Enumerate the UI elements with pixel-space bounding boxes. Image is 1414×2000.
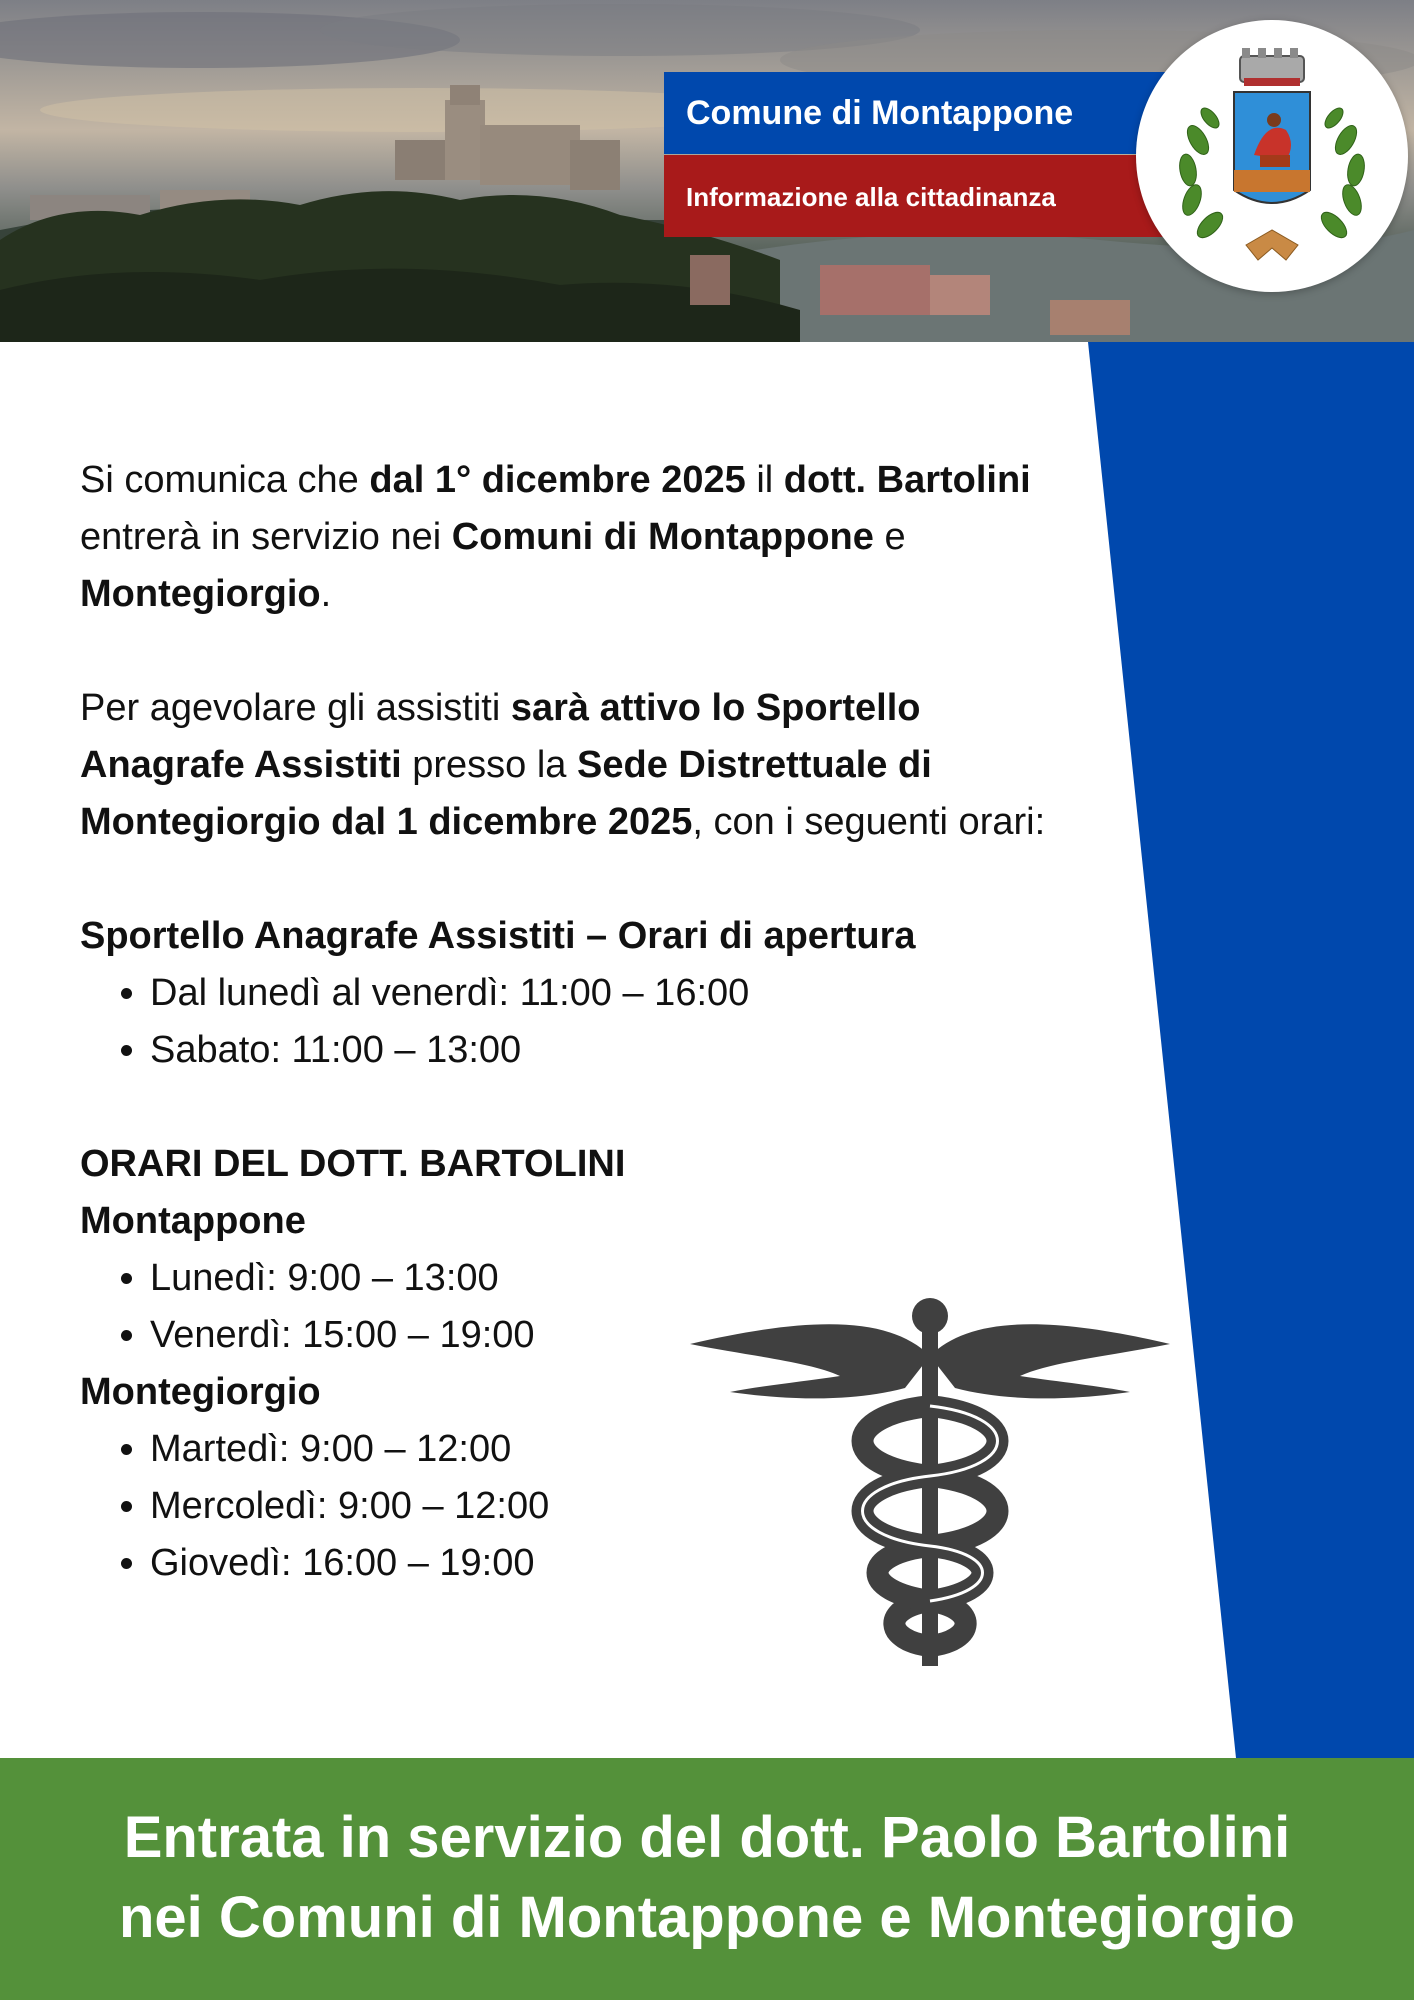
sportello-hours-list — [80, 965, 1080, 1079]
doctor-hours-heading: ORARI DEL DOTT. BARTOLINI — [80, 1143, 626, 1185]
service-highlight: sarà attivo lo Sportello Anagrafe Assistiti — [80, 687, 921, 786]
list-item: • Giovedì: 16:00 – 19:00 — [150, 1535, 1080, 1592]
location-highlight: Sede Distrettuale di Montegiorgio dal 1 dicembre 2025 — [80, 744, 932, 843]
list-item: • Sabato: 11:00 – 13:00 — [150, 1022, 1080, 1079]
list-item: • Dal lunedì al venerdì: 11:00 – 16:00 — [150, 965, 1080, 1022]
municipality-name: Comune di Montappone — [686, 94, 1074, 132]
municipality-highlight: Montegiorgio — [80, 573, 321, 615]
text-segment: entrerà in servizio nei — [80, 516, 452, 558]
text-segment: , con i seguenti orari: — [692, 801, 1046, 843]
intro-paragraph-1 — [80, 452, 1080, 623]
municipality-highlight: Comuni di Montappone — [451, 516, 874, 558]
coat-of-arms-icon — [1136, 20, 1408, 292]
footer-banner — [0, 1758, 1414, 2000]
text-segment: presso la — [401, 744, 577, 786]
intro-paragraph-2 — [80, 680, 1080, 851]
text-segment: . — [320, 573, 332, 615]
info-subtitle: Informazione alla cittadinanza — [686, 182, 1056, 212]
list-item: • Martedì: 9:00 – 12:00 — [150, 1421, 1080, 1478]
doctor-name: dott. Bartolini — [783, 459, 1031, 501]
municipality-banner — [664, 72, 1174, 154]
text-segment: il — [745, 459, 784, 501]
text-segment: Si comunica che — [80, 459, 370, 501]
text-segment: e — [873, 516, 906, 558]
list-item: • Venerdì: 15:00 – 19:00 — [150, 1307, 1080, 1364]
montappone-heading: Montappone — [80, 1200, 306, 1242]
sportello-heading: Sportello Anagrafe Assistiti – Orari di apertura — [80, 915, 916, 957]
text-segment: Per agevolare gli assistiti — [80, 687, 511, 729]
crest-badge — [1136, 20, 1408, 292]
date-highlight: dal 1° dicembre 2025 — [369, 459, 746, 501]
caduceus-icon — [690, 1296, 1170, 1671]
list-item: • Lunedì: 9:00 – 13:00 — [150, 1250, 1080, 1307]
footer-title-line-1: Entrata in servizio del dott. Paolo Bartolini — [123, 1805, 1291, 1870]
info-banner — [664, 155, 1174, 237]
list-item: • Mercoledì: 9:00 – 12:00 — [150, 1478, 1080, 1535]
footer-title-line-2: nei Comuni di Montappone e Montegiorgio — [118, 1885, 1295, 1950]
montegiorgio-heading: Montegiorgio — [80, 1371, 321, 1413]
